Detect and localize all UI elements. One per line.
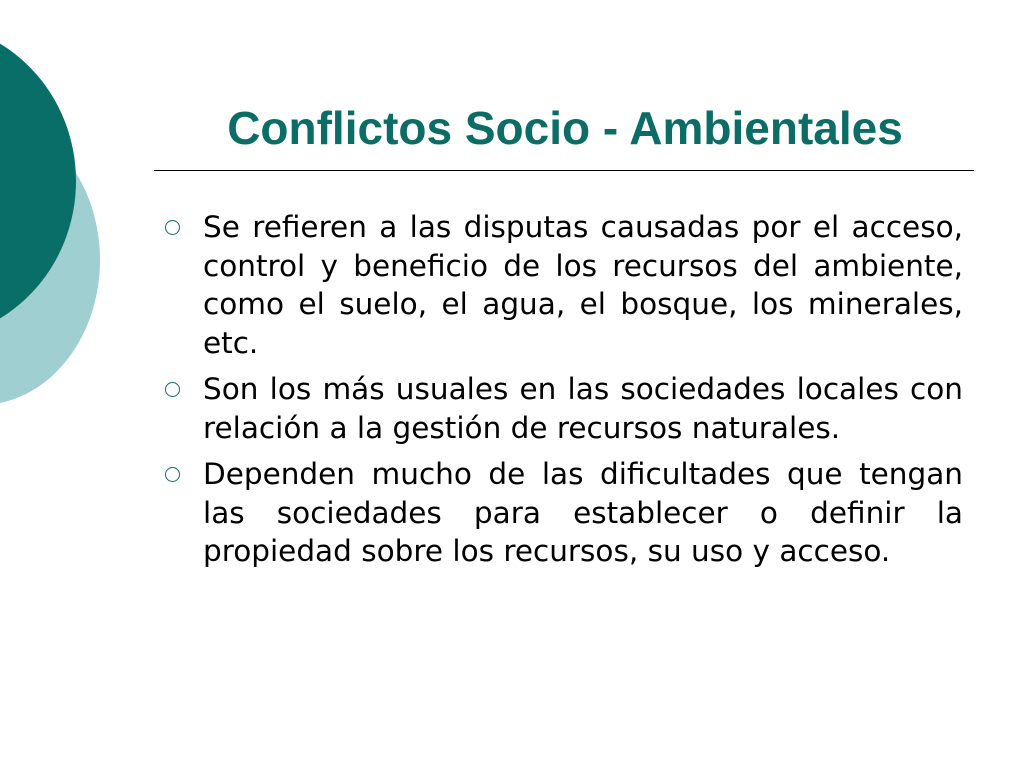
bullet-item — [203, 208, 963, 362]
slide-title: Conflictos Socio - Ambientales — [227, 102, 903, 154]
bullet-list — [203, 208, 963, 579]
bullet-item — [203, 370, 963, 447]
bullet-item — [203, 455, 963, 571]
title-divider — [154, 170, 974, 171]
bullet-circle-icon — [165, 467, 180, 482]
bullet-circle-icon — [165, 382, 180, 397]
bullet-circle-icon — [165, 220, 180, 235]
bullet-text: Se refieren a las disputas causadas por el acceso, control y beneficio de los recursos del ambiente, como el suelo, el agua, el bosque, los minerales, etc. — [203, 210, 963, 360]
bullet-text: Dependen mucho de las dificultades que tengan las sociedades para establecer o definir la propiedad sobre los recursos, su uso y acceso. — [203, 457, 963, 568]
bullet-text: Son los más usuales en las sociedades locales con relación a la gestión de recursos naturales. — [203, 372, 963, 445]
